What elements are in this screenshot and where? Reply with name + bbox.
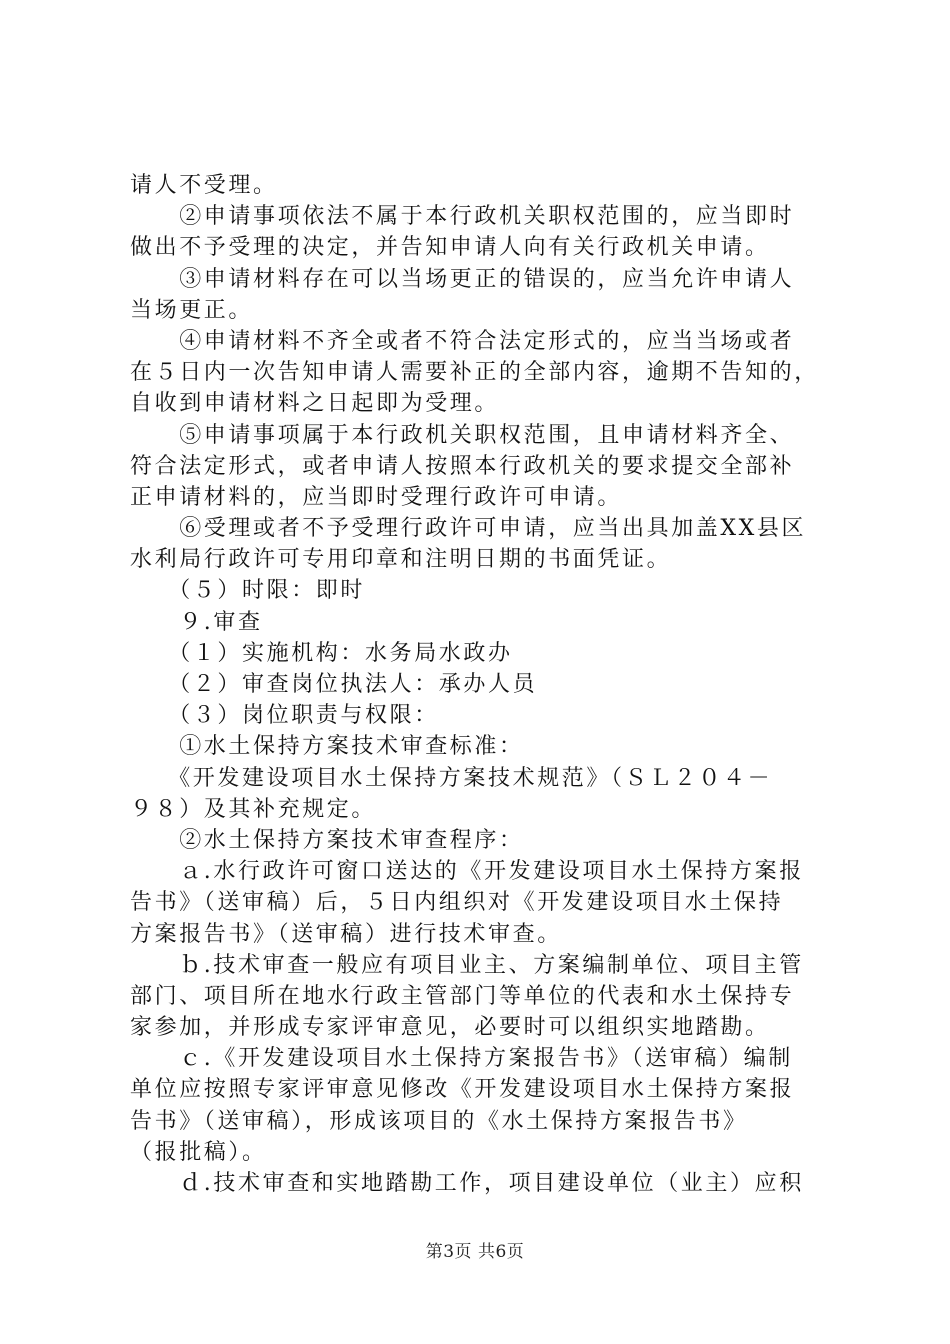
document-body [130, 170, 840, 1199]
text-line: ９８）及其补充规定。 [130, 796, 377, 822]
text-line: ③申请材料存在可以当场更正的错误的，应当允许申请人 [130, 266, 795, 292]
text-line: 水利局行政许可专用印章和注明日期的书面凭证。 [130, 547, 672, 573]
text-line: ｂ.技术审查一般应有项目业主、方案编制单位、项目主管 [130, 952, 804, 978]
text-line: 告书》（送审稿）后，５日内组织对《开发建设项目水土保持 [130, 890, 784, 916]
text-line: （５）时限：即时 [130, 578, 366, 604]
text-line: ｄ.技术审查和实地踏勘工作，项目建设单位（业主）应积 [130, 1171, 804, 1196]
text-line: ⑤申请事项属于本行政机关职权范围，且申请材料齐全、 [130, 422, 795, 448]
text-line: 部门、项目所在地水行政主管部门等单位的代表和水土保持专 [130, 983, 795, 1009]
text-line: ④申请材料不齐全或者不符合法定形式的，应当当场或者 [130, 328, 795, 354]
text-line: ②水土保持方案技术审查程序： [130, 827, 524, 853]
text-line: （报批稿）。 [130, 1139, 267, 1165]
text-line: 单位应按照专家评审意见修改《开发建设项目水土保持方案报 [130, 1077, 795, 1103]
text-line: ａ.水行政许可窗口送达的《开发建设项目水土保持方案报 [130, 859, 804, 885]
text-line: 请人不受理。 [130, 173, 278, 198]
text-line: 自收到申请材料之日起即为受理。 [130, 391, 500, 417]
text-line: 《开发建设项目水土保持方案技术规范》（ＳＬ２０４－ [130, 765, 773, 791]
text-line: （３）岗位职责与权限： [130, 703, 439, 729]
text-line: 当场更正。 [130, 297, 254, 323]
text-line: 在５日内一次告知申请人需要补正的全部内容，逾期不告知的， [130, 360, 819, 386]
text-line: （１）实施机构：水务局水政办 [130, 640, 513, 666]
text-line: 正申请材料的，应当即时受理行政许可申请。 [130, 484, 623, 510]
text-line: 告书》（送审稿），形成该项目的《水土保持方案报告书》 [130, 1108, 748, 1134]
text-line: ①水土保持方案技术审查标准： [130, 734, 524, 760]
text-line: 符合法定形式，或者申请人按照本行政机关的要求提交全部补 [130, 453, 795, 479]
text-line: ９.审查 [130, 609, 263, 635]
text-line: ⑥受理或者不予受理行政许可申请，应当出具加盖XX县区 [130, 516, 807, 542]
text-line: ②申请事项依法不属于本行政机关职权范围的，应当即时 [130, 204, 795, 230]
text-line: 家参加，并形成专家评审意见，必要时可以组织实地踏勘。 [130, 1015, 770, 1041]
text-line: 方案报告书》（送审稿）进行技术审查。 [130, 921, 562, 947]
text-line: （２）审查岗位执法人：承办人员 [130, 672, 538, 697]
text-line: ｃ.《开发建设项目水土保持方案报告书》（送审稿）编制 [130, 1046, 793, 1072]
page-number-footer: 第3页 共6页 [425, 1242, 525, 1262]
text-line: 做出不予受理的决定，并告知申请人向有关行政机关申请。 [130, 235, 770, 261]
